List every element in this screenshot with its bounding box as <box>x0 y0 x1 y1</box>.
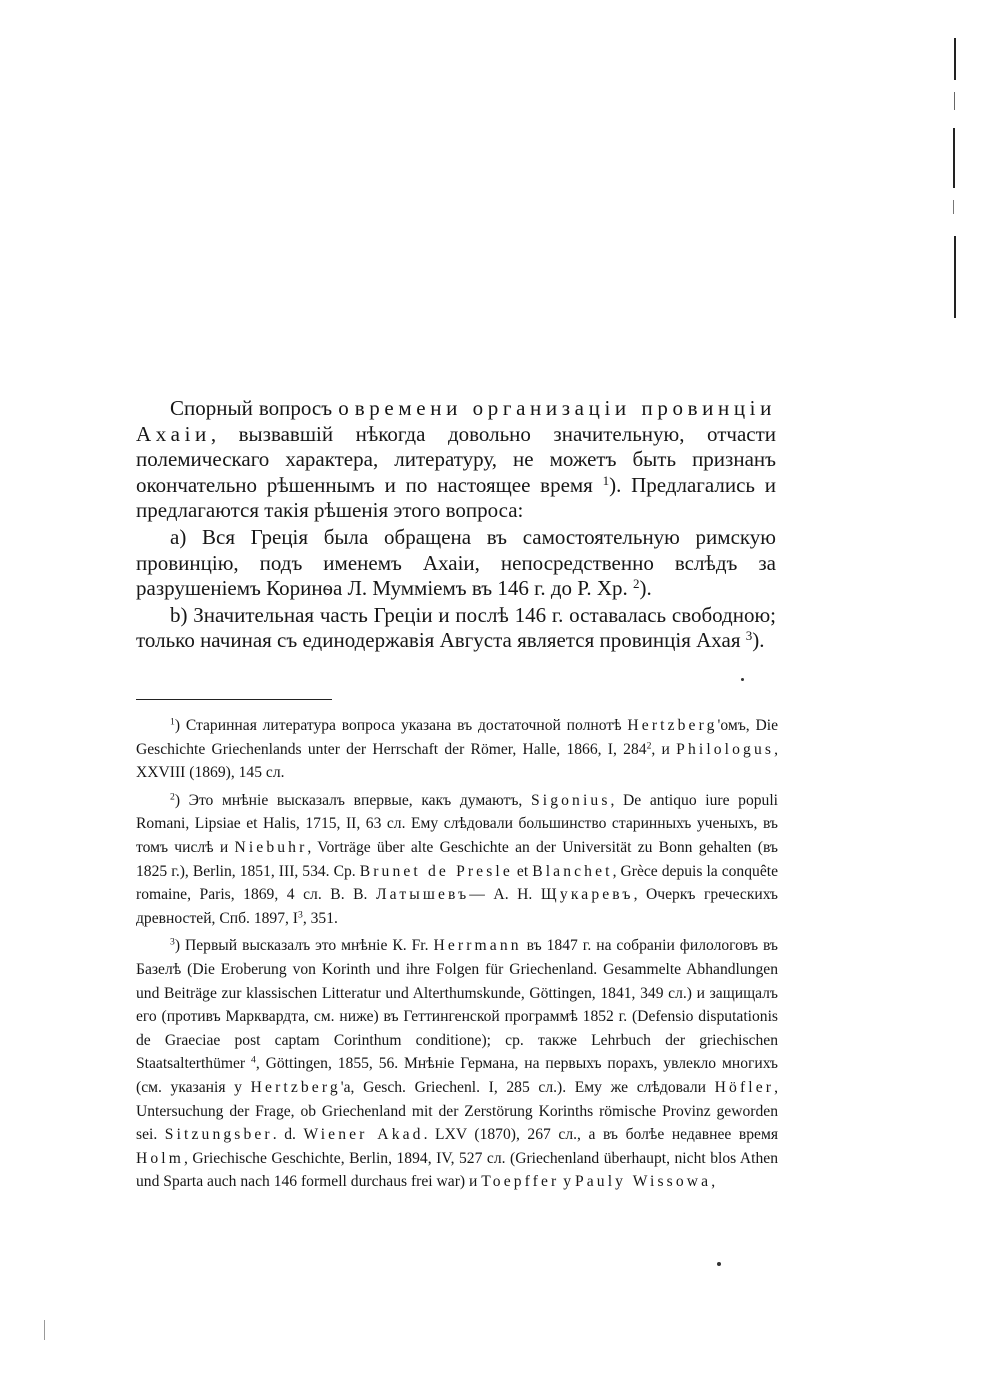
scan-margin-line <box>953 200 954 214</box>
text-run: . d. <box>272 1126 304 1144</box>
spaced-text: Herrmann <box>433 937 522 955</box>
text-run: , вызвавшій нѣкогда довольно значительную, отчасти полемическаго характера, литературу, не можетъ быть признанъ окончательно рѣшеннымъ и по настоящее время <box>136 421 776 497</box>
text-run: b) Значительная часть Греціи и послѣ 146 г. оставалась свободною; только начиная съ единодержавія Августа является провинція Ахая <box>136 602 776 653</box>
spaced-text: Toepffer <box>481 1173 560 1191</box>
text-run: — А. Н. <box>469 886 541 904</box>
scan-margin-line <box>954 236 956 318</box>
footnote-2 <box>136 789 778 931</box>
text-run: , Grèce depuis la conquête romaine, Paris, 1869, 4 сл. В. В. <box>136 862 778 904</box>
superscript: 2 <box>646 740 652 752</box>
spaced-text: Pauly Wissowa <box>574 1173 712 1191</box>
text-run: , Очеркъ греческихъ древностей, Спб. 1897, I <box>136 886 778 927</box>
text-run: , и <box>651 740 677 758</box>
text-run: а) Вся Греція была обращена въ самостоятельную римскую провинцію, подъ именемъ Ахаіи, непосредственно вслѣдъ за разрушеніемъ Коринѳа Л. Мумміемъ въ 146 г. до Р. Хр. <box>136 524 776 601</box>
text-run: ). <box>639 576 652 601</box>
footnote-ref: 1 <box>602 472 610 488</box>
text-run: 'омъ, Die Geschichte Griechenlands unter der Herrschaft der Römer, Halle, 1866, I, 284 <box>136 717 778 758</box>
paragraph-option-b <box>136 603 776 654</box>
footnote-number: 1 <box>170 716 175 728</box>
spaced-text: Hertzberg <box>627 717 718 734</box>
spaced-text: Brunet de Presle <box>359 862 513 880</box>
scan-margin-line <box>954 38 956 80</box>
text-run: ) Первый высказалъ это мнѣніе К. Fr. <box>174 937 434 955</box>
footnote-1 <box>136 714 778 785</box>
spaced-text: Höfler <box>714 1078 775 1096</box>
text-run: Спорный вопросъ о <box>170 396 355 420</box>
footnote-ref: 2 <box>633 576 640 591</box>
footnote-number: 2 <box>170 791 175 803</box>
text-run: въ 1847 г. на собраніи филологовъ въ Базелѣ (Die Eroberung von Korinth und ihre Folgen für Griechenland. Gesammelte Abhandlungen und Beiträge zur klassischen Litteratur und Alterthumskunde, Göttingen, 1841, 349 сл.) и защищалъ его (противъ Марквардта, см. ниже) въ Геттингенской программѣ 1852 г. (Defensio disputationis de Graeciae post captam Corinthum conditione); ср. также Lehrbuch der griechischen Staatsalterthümer <box>136 937 778 1073</box>
text-run: , Untersuchung der Frage, ob Griechenland mit der Zerstörung Korinths römische Provinz geworden sei. <box>136 1078 778 1144</box>
spaced-text: Wiener Akad <box>303 1126 424 1144</box>
text-run: ). <box>752 628 765 653</box>
spaced-text: Holm <box>136 1149 184 1167</box>
scan-margin-line <box>44 1320 45 1340</box>
text-run: et <box>512 862 533 880</box>
text-run: , Vorträge über alte Geschichte an der Universität zu Bonn gehalten (въ 1825 г.), Berlin, 1851, III, 534. Ср. <box>136 838 778 880</box>
text-run: , Göttingen, 1855, 56. Мнѣніе Германа, на первыхъ порахъ, увлекло многихъ (см. указанія у <box>136 1055 778 1096</box>
superscript: 3 <box>298 909 303 921</box>
text-run: ) Старинная литература вопроса указана въ достаточной полнотѣ <box>174 717 628 734</box>
scan-speck <box>741 678 744 681</box>
text-run: , De antiquo iure populi Romani, Lipsiae et Halis, 1715, II, 63 сл. Ему слѣдовали большинство старинныхъ ученыхъ, въ томъ числѣ и <box>136 791 779 856</box>
spaced-text: Blanchet <box>532 862 613 880</box>
spaced-text: Philologus <box>676 740 775 758</box>
text-run: ). Предлагались и предлагаются такія рѣшенія этого вопроса: <box>136 472 776 523</box>
spaced-text: Hertzberg <box>250 1078 341 1096</box>
main-text <box>136 396 776 654</box>
text-run: , XXVIII (1869), 145 сл. <box>136 740 778 782</box>
footnote-3 <box>136 934 778 1194</box>
paragraph-option-a <box>136 525 776 602</box>
scan-speck <box>717 1262 721 1266</box>
superscript: 4 <box>251 1055 256 1066</box>
scan-margin-line <box>954 92 955 110</box>
footnote-divider <box>136 699 332 700</box>
spaced-text: Niebuhr <box>234 838 308 856</box>
spaced-text: времени организаціи провинціи Ахаіи <box>136 396 776 446</box>
text-run: . LXV (1870), 267 сл., а въ болѣе недавнее время <box>423 1126 779 1144</box>
footnotes <box>136 714 778 1194</box>
spaced-text: Латышевъ <box>375 886 470 904</box>
scan-margin-line <box>953 128 955 188</box>
paragraph-intro <box>136 396 776 524</box>
text-run: 'a, Gesch. Griechenl. I, 285 сл.). Ему же слѣдовали <box>340 1078 715 1096</box>
spaced-text: Sitzungsber <box>164 1126 273 1144</box>
spaced-text: Sigonius <box>530 791 611 809</box>
footnote-ref: 3 <box>745 628 753 644</box>
text-run: , Griechische Geschichte, Berlin, 1894, IV, 527 сл. (Griechenland überhaupt, nicht blos Athen und Sparta auch nach 146 formell durchaus frei war) и <box>136 1149 778 1191</box>
text-run: , 351. <box>302 909 338 927</box>
spaced-text: Щукаревъ <box>540 886 634 904</box>
text-run: у <box>559 1173 575 1191</box>
text-run: ) Это мнѣніе высказалъ впервые, какъ думаютъ, <box>174 791 531 809</box>
text-run: , <box>711 1173 716 1191</box>
footnote-number: 3 <box>170 937 175 949</box>
